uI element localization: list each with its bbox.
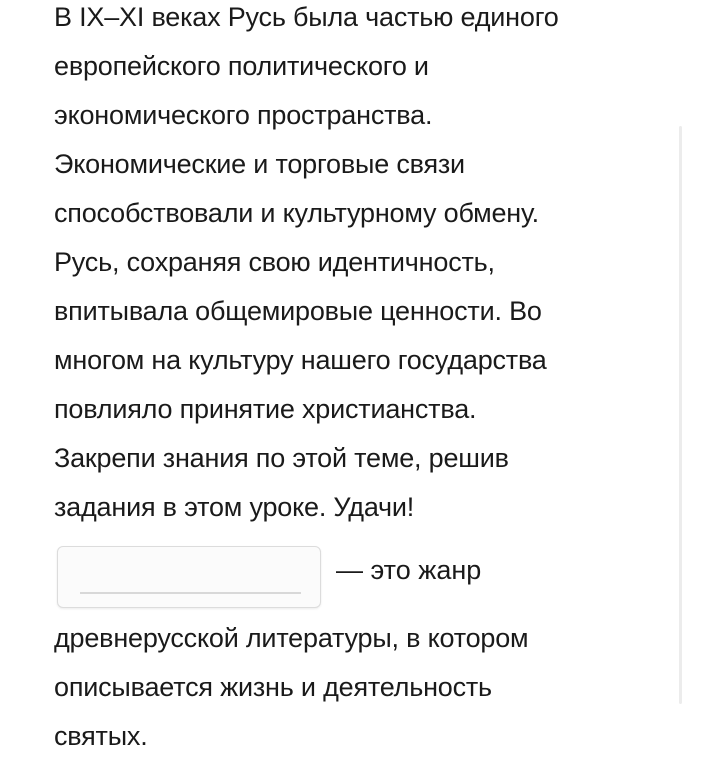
answer-input-underline [80, 592, 301, 594]
intro-text-line: способствовали и культурному обмену. [54, 198, 539, 228]
intro-text-line: впитывала общемировые ценности. Во [54, 296, 542, 326]
intro-text-line: повлияло принятие христианства. [54, 394, 477, 424]
fill-in-task-row [54, 546, 674, 610]
intro-text-line: В IX–XI веках Русь была частью единого [54, 2, 559, 32]
intro-text-line: экономического пространства. [54, 100, 433, 130]
task-text [54, 614, 674, 761]
intro-text-line: Экономические и торговые связи [54, 149, 465, 179]
intro-text-line: Закрепи знания по этой теме, решив [54, 443, 509, 473]
task-text-line: описывается жизнь и деятельность [54, 672, 492, 702]
scrollbar[interactable] [679, 126, 682, 704]
intro-text-line: Русь, сохраняя свою идентичность, [54, 247, 495, 277]
task-text-line: святых. [54, 721, 148, 751]
intro-text-line: европейского политического и [54, 51, 429, 81]
task-text-line: древнерусской литературы, в котором [54, 623, 529, 653]
intro-text-line: задания в этом уроке. Удачи! [54, 492, 415, 522]
intro-text-line: многом на культуру нашего государства [54, 345, 547, 375]
task-suffix-text: — это жанр [336, 555, 482, 585]
lesson-intro [54, 0, 674, 532]
answer-input[interactable] [57, 546, 321, 608]
